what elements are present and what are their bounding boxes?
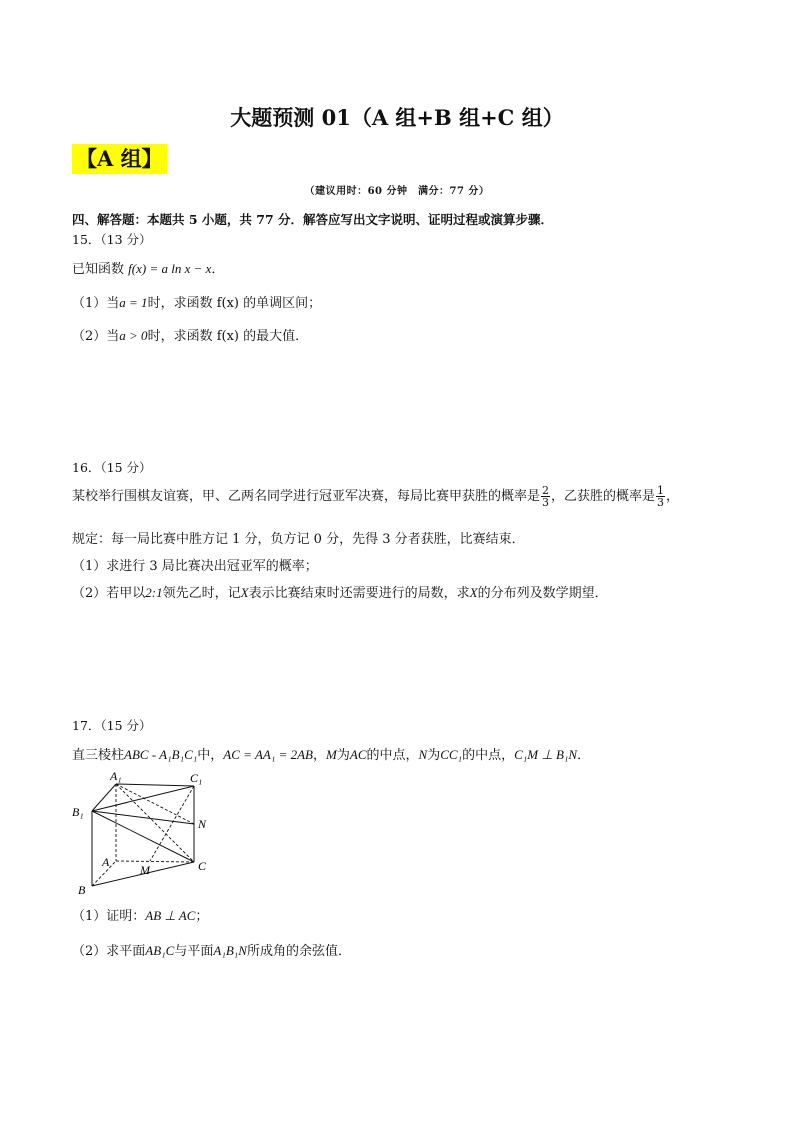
- q15-part2-prefix: （2）当: [72, 329, 120, 344]
- label-B1: B₁: [72, 805, 84, 819]
- q16-rule: 规定：每一局比赛中胜方记 1 分，负方记 0 分，先得 3 分者获胜，比赛结束．: [72, 532, 525, 547]
- label-B: B: [78, 883, 86, 897]
- page-title: 大题预测 01（A 组+B 组+C 组）: [230, 105, 564, 130]
- label-C1: C₁: [190, 771, 203, 785]
- q16-part1: （1）求进行 3 局比赛决出冠亚军的概率；: [72, 559, 318, 574]
- label-A: A: [102, 855, 110, 869]
- q15-part1: [72, 292, 321, 311]
- q17-stem: 直三棱柱ABC - A₁B₁C₁中，AC = AA₁ = 2AB，M为AC的中点，N为CC₁的中点，C₁M ⊥ B₁N．: [72, 747, 591, 763]
- q17-number: 17．（15 分）: [72, 718, 152, 733]
- section-heading: 四、解答题：本题共 5 小题，共 77 分．解答应写出文字说明、证明过程或演算步骤．: [72, 212, 554, 227]
- q15-part2: [72, 325, 308, 344]
- time-hint: （建议用时：60 分钟 满分：77 分）: [304, 186, 490, 197]
- prism-figure: [70, 766, 220, 900]
- q17-part1: （1）证明：AB ⊥ AC；: [72, 908, 209, 924]
- q15-number: 15．（13 分）: [72, 232, 152, 247]
- q15-stem-formula: f(x) = a ln x − x: [128, 261, 212, 276]
- q16-stem: [72, 485, 679, 508]
- label-A1: A₁: [110, 769, 122, 783]
- q15-part1-suffix: 时，求函数 f(x) 的单调区间；: [147, 296, 322, 311]
- q16-stem-b: ，乙获胜的概率是: [551, 489, 656, 504]
- q16-stem-a: 某校举行围棋友谊赛，甲、乙两名同学进行冠亚军决赛，每局比赛甲获胜的概率是: [72, 489, 541, 504]
- q17-part2: （2）求平面AB₁C与平面A₁B₁N所成角的余弦值．: [72, 943, 351, 959]
- fraction-win: $\frac{2}{3}$: [542, 484, 550, 509]
- fraction-lose: $\frac{1}{3}$: [657, 484, 665, 509]
- q15-part2-cond: a > 0: [119, 328, 148, 343]
- q16-stem-c: ，: [666, 489, 680, 504]
- group-tag: 【A 组】: [72, 144, 167, 174]
- q15-part1-prefix: （1）当: [72, 296, 120, 311]
- label-M: M: [140, 863, 150, 877]
- q16-number: 16．（15 分）: [72, 460, 152, 475]
- label-N: N: [198, 817, 207, 831]
- q15-stem: 已知函数 f(x) = a ln x − x．: [72, 261, 225, 277]
- q15-part1-cond: a = 1: [119, 295, 148, 310]
- q15-stem-prefix: 已知函数: [72, 262, 125, 277]
- q15-part2-suffix: 时，求函数 f(x) 的最大值．: [147, 329, 309, 344]
- label-C: C: [198, 859, 207, 873]
- q16-part2: （2）若甲以2:1领先乙时，记X表示比赛结束时还需要进行的局数，求X的分布列及数学期望．: [72, 585, 608, 601]
